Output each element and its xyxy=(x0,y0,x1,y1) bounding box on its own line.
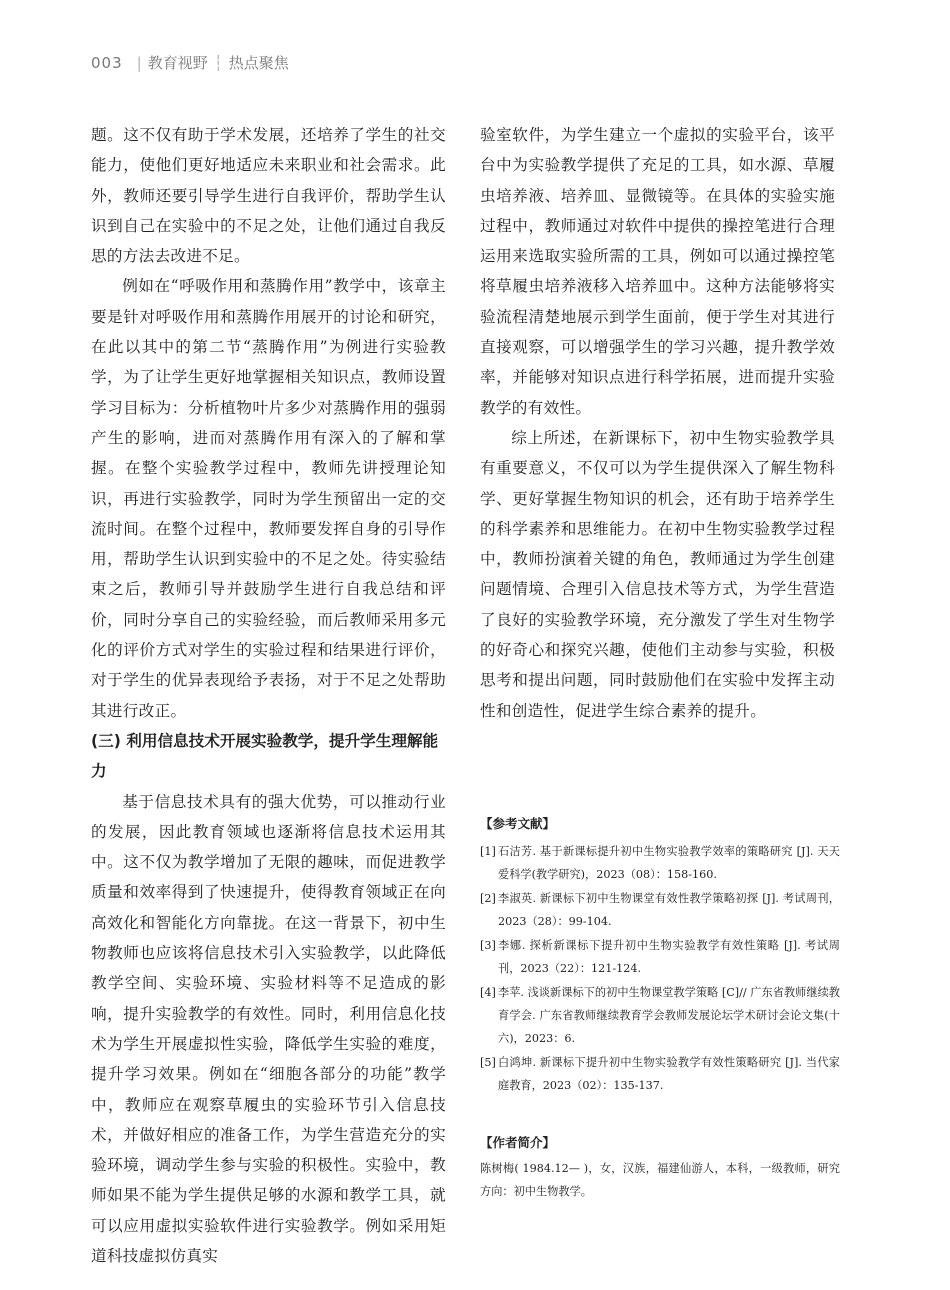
reference-text: 李娜. 探析新课标下提升初中生物实验教学有效性策略 [J]. 考试周刊，2023（22）：121-124. xyxy=(498,939,840,975)
reference-item xyxy=(480,1051,840,1097)
reference-item xyxy=(480,981,840,1050)
references-title: 【参考文献】 xyxy=(480,816,556,831)
body-paragraph: 验室软件，为学生建立一个虚拟的实验平台，该平台中为实验教学提供了充足的工具，如水源、草履虫培养液、培养皿、显微镜等。在具体的实验实施过程中，教师通过对软件中提供的操控笔进行合理运用来选取实验所需的工具，例如可以通过操控笔将草履虫培养液移入培养皿中。这种方法能够将实验流程清楚地展示到学生面前，便于学生对其进行直接观察，可以增强学生的学习兴趣，提升教学效率，并能够对知识点进行科学拓展，进而提升实验教学的有效性。 xyxy=(480,126,835,417)
section-heading: (三) 利用信息技术开展实验教学，提升学生理解能力 xyxy=(91,731,439,781)
body-paragraph: 综上所述，在新课标下，初中生物实验教学具有重要意义，不仅可以为学生提供深入了解生物科学、更好掌握生物知识的机会，还有助于培养学生的科学素养和思维能力。在初中生物实验教学过程中，教师扮演着关键的角色，教师通过为学生创建问题情境、合理引入信息技术等方式，为学生营造了良好的实验教学环境，充分激发了学生对生物学的好奇心和探究兴趣，使他们主动参与实验，积极思考和提出问题，同时鼓励他们在实验中发挥主动性和创造性，促进学生综合素养的提升。 xyxy=(480,428,835,720)
page-number: 003 xyxy=(91,54,123,72)
author-bio-text: 陈树梅( 1984.12— )，女，汉族，福建仙游人，本科，一级教师，研究方向：初中生物教学。 xyxy=(480,1162,840,1198)
header-divider: | xyxy=(136,54,142,72)
reference-item xyxy=(480,840,840,886)
body-paragraph: 例如在“呼吸作用和蒸腾作用”教学中，该章主要是针对呼吸作用和蒸腾作用展开的讨论和研究，在此以其中的第二节“蒸腾作用”为例进行实验教学，为了让学生更好地掌握相关知识点，教师设置学习目标为：分析植物叶片多少对蒸腾作用的强弱产生的影响，进而对蒸腾作用有深入的了解和掌握。在整个实验教学过程中，教师先讲授理论知识，再进行实验教学，同时为学生预留出一定的交流时间。在整个过程中，教师要发挥自身的引导作用，帮助学生认识到实验中的不足之处。待实验结束之后，教师引导并鼓励学生进行自我总结和评价，同时分享自己的实验经验，而后教师采用多元化的评价方式对学生的实验过程和结果进行评价，对于学生的优异表现给予表扬，对于不足之处帮助其进行改正。 xyxy=(91,277,446,720)
body-paragraph: 基于信息技术具有的强大优势，可以推动行业的发展，因此教育领域也逐渐将信息技术运用其中。这不仅为教学增加了无限的趣味，而促进教学质量和效率得到了快速提升，使得教育领域正在向高效化和智能化方向靠拢。在这一背景下，初中生物教师也应该将信息技术引入实验教学，以此降低教学空间、实验环境、实验材料等不足造成的影响，提升实验教学的有效性。同时，利用信息化技术为学生开展虚拟性实验，降低学生实验的难度，提升学习效果。例如在“细胞各部分的功能”教学中，教师应在观察草履虫的实验环节引入信息技术，并做好相应的准备工作，为学生营造充分的实验环境，调动学生参与实验的积极性。实验中，教师如果不能为学生提供足够的水源和教学工具，就可以应用虚拟实验软件进行实验教学。例如采用矩道科技虚拟仿真实 xyxy=(91,792,446,1265)
reference-item xyxy=(480,887,840,933)
reference-index: [2] xyxy=(480,892,496,905)
reference-item xyxy=(480,934,840,980)
reference-index: [1] xyxy=(480,845,496,858)
reference-index: [4] xyxy=(480,986,496,999)
right-column xyxy=(480,120,835,726)
reference-text: 李苹. 浅谈新课标下的初中生物课堂教学策略 [C]// 广东省教师继续教育学会. 广东省教师继续教育学会教师发展论坛学术研讨会论文集(十六)，2023：6. xyxy=(498,986,840,1045)
reference-text: 李淑英. 新课标下初中生物课堂有效性教学策略初探 [J]. 考试周刊，2023（28）：99-104. xyxy=(498,892,840,928)
reference-index: [5] xyxy=(480,1056,496,1069)
references-list xyxy=(480,840,840,1097)
author-bio-section xyxy=(480,1133,840,1203)
left-column xyxy=(91,120,446,1271)
body-paragraph: 题。这不仅有助于学术发展，还培养了学生的社交能力，使他们更好地适应未来职业和社会需求。此外，教师还要引导学生进行自我评价，帮助学生认识到自己在实验中的不足之处，让他们通过自我反思的方法去改进不足。 xyxy=(91,126,446,266)
references-section xyxy=(480,814,840,1098)
column-name: 热点聚焦 xyxy=(228,54,289,72)
section-name: 教育视野 xyxy=(147,54,208,72)
author-bio-title: 【作者简介】 xyxy=(480,1135,556,1150)
reference-text: 白鸿坤. 新课标下提升初中生物实验教学有效性策略研究 [J]. 当代家庭教育，2023（02）：135-137. xyxy=(498,1056,840,1092)
reference-text: 石洁芳. 基于新课标提升初中生物实验教学效率的策略研究 [J]. 天天爱科学(教学研究)，2023（08）：158-160. xyxy=(498,845,840,881)
reference-index: [3] xyxy=(480,939,496,952)
running-header xyxy=(91,52,289,73)
header-dotted-divider: ┆ xyxy=(213,54,223,72)
